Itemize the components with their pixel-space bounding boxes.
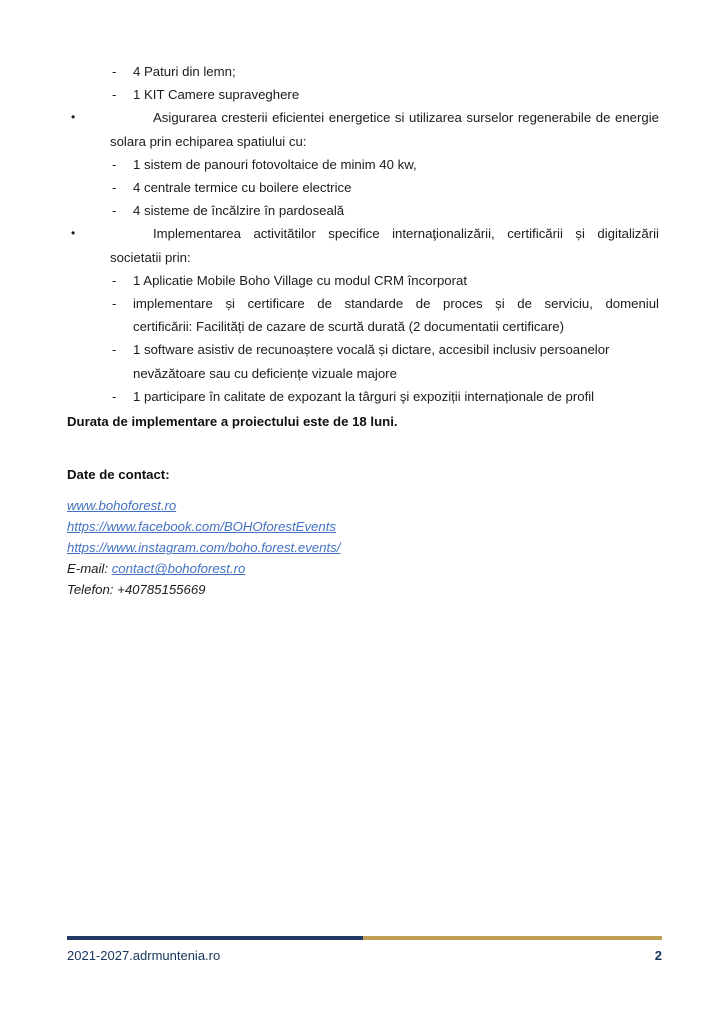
page-number: 2 bbox=[654, 948, 662, 963]
list-item-text: 1 Aplicatie Mobile Boho Village cu modul CRM încorporat bbox=[133, 272, 468, 288]
list-item bbox=[67, 269, 659, 292]
email-label: E-mail: bbox=[67, 561, 109, 577]
list-item-text: 1 participare în calitate de expozant la târguri şi expoziții internaționale de profil bbox=[133, 388, 595, 404]
footer-divider bbox=[67, 936, 662, 940]
list-item bbox=[67, 83, 659, 106]
contact-row-phone bbox=[67, 579, 659, 600]
list-item-text: 4 sisteme de încălzire în pardoseală bbox=[133, 203, 345, 219]
contact-row-facebook bbox=[67, 516, 659, 537]
dash-marker: - bbox=[112, 87, 117, 103]
bullet-text-line-2: solara prin echiparea spatiului cu: bbox=[110, 133, 307, 149]
dash-marker: - bbox=[112, 180, 117, 196]
list-item bbox=[67, 338, 659, 384]
website-link[interactable]: www.bohoforest.ro bbox=[67, 498, 177, 514]
bullet-list-item bbox=[67, 106, 659, 152]
list-item-text: 4 centrale termice cu boilere electrice bbox=[133, 180, 352, 196]
footer-divider-navy-segment bbox=[67, 936, 363, 940]
list-item bbox=[67, 60, 659, 83]
footer-content bbox=[67, 946, 662, 966]
list-item bbox=[67, 199, 659, 222]
contact-details bbox=[67, 495, 659, 600]
contact-heading: Date de contact: bbox=[67, 467, 170, 483]
duration-statement: Durata de implementare a proiectului este de 18 luni. bbox=[67, 414, 398, 430]
instagram-link[interactable]: https://www.instagram.com/boho.forest.events/ bbox=[67, 540, 341, 556]
dash-marker: - bbox=[112, 388, 117, 404]
list-item bbox=[67, 385, 659, 408]
page-footer bbox=[0, 928, 725, 1024]
list-item-text-line-1: implementare și certificare de standarde de proces și de serviciu, domeniul bbox=[133, 296, 659, 312]
bullet-text-line-2: societatii prin: bbox=[110, 249, 191, 265]
bullet-text-line-1: Asigurarea cresterii eficientei energetice si utilizarea surselor regenerabile de energie bbox=[153, 110, 659, 126]
facebook-link[interactable]: https://www.facebook.com/BOHOforestEvents bbox=[67, 519, 336, 535]
list-item bbox=[67, 176, 659, 199]
footer-site-label: 2021-2027.adrmuntenia.ro bbox=[67, 948, 221, 963]
bullet-text-line-1: Implementarea activitătilor specifice internaţionalizării, certificării și digitalizării bbox=[153, 226, 659, 242]
list-item bbox=[67, 292, 659, 338]
dash-marker: - bbox=[112, 296, 117, 312]
contact-row-instagram bbox=[67, 537, 659, 558]
list-item bbox=[67, 153, 659, 176]
footer-divider-gold-segment bbox=[363, 936, 662, 940]
phone-label: Telefon: bbox=[67, 582, 114, 598]
contact-row-email bbox=[67, 558, 659, 579]
dash-marker: - bbox=[112, 342, 117, 358]
list-item-text-line-2: certificării: Facilități de cazare de scurtă durată (2 documentatii certificare) bbox=[133, 319, 564, 335]
document-body bbox=[67, 60, 659, 600]
email-link[interactable]: contact@bohoforest.ro bbox=[111, 561, 246, 577]
dash-marker: - bbox=[112, 64, 117, 79]
phone-value: +40785155669 bbox=[117, 582, 206, 598]
list-item-text: 4 Paturi din lemn; bbox=[133, 64, 236, 79]
dash-marker: - bbox=[112, 156, 117, 172]
bullet-marker: • bbox=[71, 110, 76, 125]
dash-marker: - bbox=[112, 203, 117, 219]
dash-marker: - bbox=[112, 272, 117, 288]
list-item-text-line-2: nevăzătoare sau cu deficiențe vizuale majore bbox=[133, 365, 397, 381]
list-item-text-line-1: 1 software asistiv de recunoaștere vocală și dictare, accesibil inclusiv persoanelor bbox=[133, 342, 610, 358]
contact-row-website bbox=[67, 495, 659, 516]
bullet-list-item bbox=[67, 222, 659, 268]
list-item-text: 1 sistem de panouri fotovoltaice de minim 40 kw, bbox=[133, 156, 417, 172]
list-item-text: 1 KIT Camere supraveghere bbox=[133, 87, 300, 103]
bullet-marker: • bbox=[71, 226, 76, 241]
